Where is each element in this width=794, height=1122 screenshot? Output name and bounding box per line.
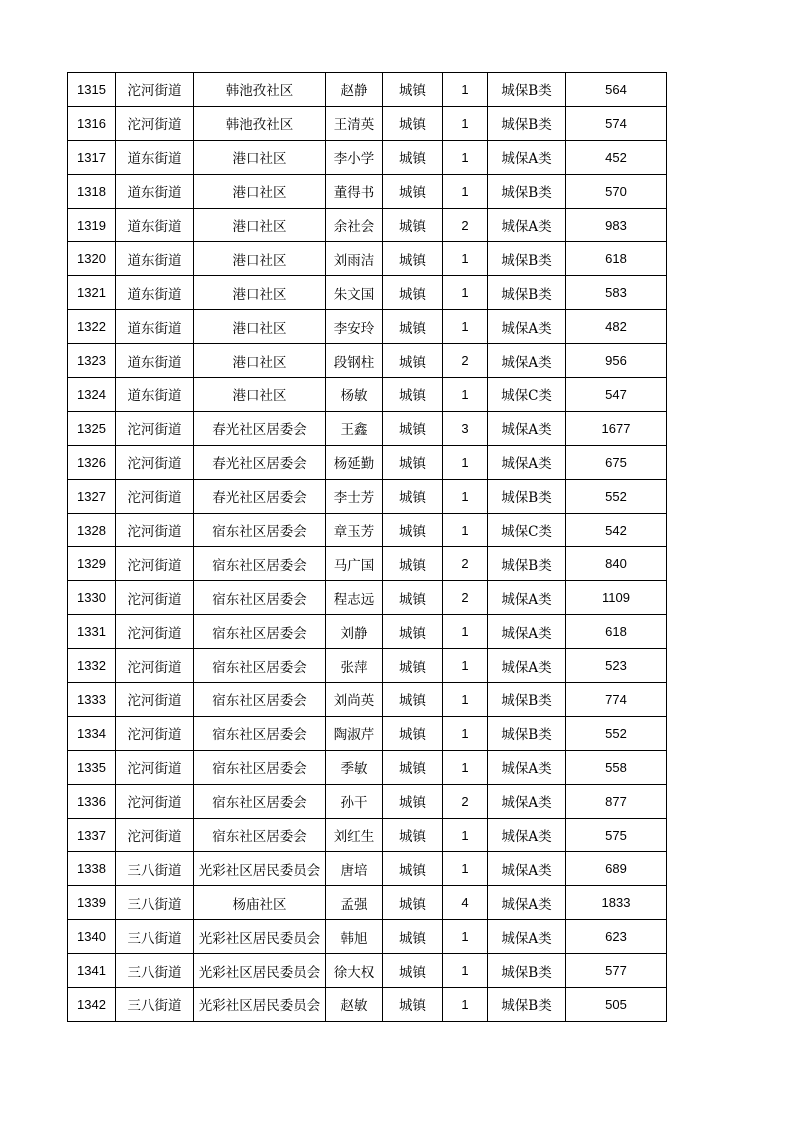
row-number-cell: 1325 — [68, 411, 116, 445]
table-row — [68, 445, 667, 479]
street-cell: 三八街道 — [116, 886, 194, 920]
area-type-cell: 城镇 — [383, 716, 443, 750]
household-size-cell: 1 — [443, 276, 488, 310]
area-type-cell: 城镇 — [383, 615, 443, 649]
community-cell: 港口社区 — [194, 140, 326, 174]
community-cell: 宿东社区居委会 — [194, 513, 326, 547]
table-row — [68, 649, 667, 683]
name-cell: 赵敏 — [326, 988, 383, 1022]
household-size-cell: 1 — [443, 140, 488, 174]
table-row — [68, 378, 667, 412]
area-type-cell: 城镇 — [383, 581, 443, 615]
name-cell: 王清英 — [326, 106, 383, 140]
household-size-cell: 4 — [443, 886, 488, 920]
row-number-cell: 1333 — [68, 683, 116, 717]
category-cell: 城保B类 — [488, 106, 566, 140]
household-size-cell: 2 — [443, 581, 488, 615]
area-type-cell: 城镇 — [383, 242, 443, 276]
area-type-cell: 城镇 — [383, 344, 443, 378]
name-cell: 季敏 — [326, 750, 383, 784]
street-cell: 沱河街道 — [116, 479, 194, 513]
row-number-cell: 1334 — [68, 716, 116, 750]
community-cell: 杨庙社区 — [194, 886, 326, 920]
area-type-cell: 城镇 — [383, 445, 443, 479]
table-row — [68, 886, 667, 920]
amount-cell: 482 — [566, 310, 667, 344]
category-cell: 城保A类 — [488, 886, 566, 920]
community-cell: 春光社区居委会 — [194, 479, 326, 513]
amount-cell: 574 — [566, 106, 667, 140]
amount-cell: 505 — [566, 988, 667, 1022]
name-cell: 陶淑芹 — [326, 716, 383, 750]
area-type-cell: 城镇 — [383, 479, 443, 513]
street-cell: 沱河街道 — [116, 750, 194, 784]
table-row — [68, 750, 667, 784]
name-cell: 程志远 — [326, 581, 383, 615]
data-sheet — [67, 72, 667, 1022]
area-type-cell: 城镇 — [383, 310, 443, 344]
category-cell: 城保A类 — [488, 140, 566, 174]
category-cell: 城保B类 — [488, 683, 566, 717]
amount-cell: 1833 — [566, 886, 667, 920]
name-cell: 刘雨洁 — [326, 242, 383, 276]
row-number-cell: 1337 — [68, 818, 116, 852]
name-cell: 孟强 — [326, 886, 383, 920]
street-cell: 沱河街道 — [116, 581, 194, 615]
table-row — [68, 988, 667, 1022]
table-row — [68, 513, 667, 547]
row-number-cell: 1338 — [68, 852, 116, 886]
table-row — [68, 615, 667, 649]
household-size-cell: 3 — [443, 411, 488, 445]
area-type-cell: 城镇 — [383, 73, 443, 107]
area-type-cell: 城镇 — [383, 106, 443, 140]
name-cell: 马广国 — [326, 547, 383, 581]
row-number-cell: 1341 — [68, 954, 116, 988]
household-size-cell: 1 — [443, 988, 488, 1022]
table-row — [68, 208, 667, 242]
community-cell: 光彩社区居民委员会 — [194, 920, 326, 954]
household-size-cell: 1 — [443, 479, 488, 513]
area-type-cell: 城镇 — [383, 988, 443, 1022]
table-row — [68, 310, 667, 344]
category-cell: 城保A类 — [488, 581, 566, 615]
area-type-cell: 城镇 — [383, 852, 443, 886]
street-cell: 沱河街道 — [116, 818, 194, 852]
area-type-cell: 城镇 — [383, 649, 443, 683]
community-cell: 港口社区 — [194, 378, 326, 412]
row-number-cell: 1321 — [68, 276, 116, 310]
row-number-cell: 1328 — [68, 513, 116, 547]
name-cell: 李士芳 — [326, 479, 383, 513]
area-type-cell: 城镇 — [383, 378, 443, 412]
row-number-cell: 1322 — [68, 310, 116, 344]
street-cell: 道东街道 — [116, 208, 194, 242]
community-cell: 港口社区 — [194, 208, 326, 242]
community-cell: 港口社区 — [194, 310, 326, 344]
area-type-cell: 城镇 — [383, 750, 443, 784]
area-type-cell: 城镇 — [383, 683, 443, 717]
household-size-cell: 2 — [443, 784, 488, 818]
amount-cell: 564 — [566, 73, 667, 107]
amount-cell: 583 — [566, 276, 667, 310]
amount-cell: 675 — [566, 445, 667, 479]
amount-cell: 1677 — [566, 411, 667, 445]
row-number-cell: 1315 — [68, 73, 116, 107]
table-row — [68, 411, 667, 445]
amount-cell: 618 — [566, 615, 667, 649]
category-cell: 城保B类 — [488, 547, 566, 581]
area-type-cell: 城镇 — [383, 784, 443, 818]
household-size-cell: 1 — [443, 954, 488, 988]
row-number-cell: 1320 — [68, 242, 116, 276]
amount-cell: 1109 — [566, 581, 667, 615]
community-cell: 宿东社区居委会 — [194, 547, 326, 581]
street-cell: 道东街道 — [116, 310, 194, 344]
name-cell: 李安玲 — [326, 310, 383, 344]
community-cell: 韩池孜社区 — [194, 106, 326, 140]
street-cell: 道东街道 — [116, 242, 194, 276]
category-cell: 城保B类 — [488, 716, 566, 750]
household-size-cell: 1 — [443, 242, 488, 276]
name-cell: 段钢柱 — [326, 344, 383, 378]
amount-cell: 877 — [566, 784, 667, 818]
street-cell: 三八街道 — [116, 852, 194, 886]
name-cell: 赵静 — [326, 73, 383, 107]
name-cell: 张萍 — [326, 649, 383, 683]
household-size-cell: 1 — [443, 73, 488, 107]
table-row — [68, 106, 667, 140]
amount-cell: 547 — [566, 378, 667, 412]
household-size-cell: 1 — [443, 716, 488, 750]
household-size-cell: 1 — [443, 106, 488, 140]
community-cell: 韩池孜社区 — [194, 73, 326, 107]
community-cell: 宿东社区居委会 — [194, 615, 326, 649]
category-cell: 城保A类 — [488, 310, 566, 344]
household-size-cell: 1 — [443, 513, 488, 547]
amount-cell: 623 — [566, 920, 667, 954]
street-cell: 沱河街道 — [116, 73, 194, 107]
household-size-cell: 2 — [443, 344, 488, 378]
row-number-cell: 1318 — [68, 174, 116, 208]
street-cell: 沱河街道 — [116, 513, 194, 547]
street-cell: 道东街道 — [116, 276, 194, 310]
street-cell: 沱河街道 — [116, 649, 194, 683]
name-cell: 刘红生 — [326, 818, 383, 852]
area-type-cell: 城镇 — [383, 886, 443, 920]
amount-cell: 552 — [566, 716, 667, 750]
street-cell: 三八街道 — [116, 954, 194, 988]
category-cell: 城保A类 — [488, 411, 566, 445]
category-cell: 城保A类 — [488, 750, 566, 784]
amount-cell: 558 — [566, 750, 667, 784]
street-cell: 沱河街道 — [116, 615, 194, 649]
amount-cell: 774 — [566, 683, 667, 717]
amount-cell: 840 — [566, 547, 667, 581]
street-cell: 沱河街道 — [116, 547, 194, 581]
community-cell: 港口社区 — [194, 174, 326, 208]
household-size-cell: 1 — [443, 750, 488, 784]
name-cell: 杨敏 — [326, 378, 383, 412]
household-size-cell: 1 — [443, 683, 488, 717]
table-row — [68, 784, 667, 818]
row-number-cell: 1340 — [68, 920, 116, 954]
name-cell: 孙干 — [326, 784, 383, 818]
community-cell: 光彩社区居民委员会 — [194, 988, 326, 1022]
row-number-cell: 1335 — [68, 750, 116, 784]
table-row — [68, 683, 667, 717]
street-cell: 道东街道 — [116, 378, 194, 412]
community-cell: 宿东社区居委会 — [194, 683, 326, 717]
row-number-cell: 1329 — [68, 547, 116, 581]
household-size-cell: 1 — [443, 310, 488, 344]
area-type-cell: 城镇 — [383, 920, 443, 954]
area-type-cell: 城镇 — [383, 276, 443, 310]
community-cell: 春光社区居委会 — [194, 411, 326, 445]
table-row — [68, 479, 667, 513]
amount-cell: 575 — [566, 818, 667, 852]
household-size-cell: 1 — [443, 920, 488, 954]
category-cell: 城保A类 — [488, 784, 566, 818]
name-cell: 董得书 — [326, 174, 383, 208]
category-cell: 城保C类 — [488, 378, 566, 412]
table-row — [68, 242, 667, 276]
row-number-cell: 1330 — [68, 581, 116, 615]
household-size-cell: 2 — [443, 208, 488, 242]
name-cell: 韩旭 — [326, 920, 383, 954]
amount-cell: 983 — [566, 208, 667, 242]
household-size-cell: 2 — [443, 547, 488, 581]
street-cell: 沱河街道 — [116, 716, 194, 750]
street-cell: 沱河街道 — [116, 445, 194, 479]
row-number-cell: 1336 — [68, 784, 116, 818]
household-size-cell: 1 — [443, 852, 488, 886]
row-number-cell: 1316 — [68, 106, 116, 140]
community-cell: 春光社区居委会 — [194, 445, 326, 479]
name-cell: 刘尚英 — [326, 683, 383, 717]
area-type-cell: 城镇 — [383, 954, 443, 988]
area-type-cell: 城镇 — [383, 174, 443, 208]
table-row — [68, 954, 667, 988]
amount-cell: 956 — [566, 344, 667, 378]
name-cell: 徐大权 — [326, 954, 383, 988]
community-cell: 宿东社区居委会 — [194, 750, 326, 784]
name-cell: 朱文国 — [326, 276, 383, 310]
row-number-cell: 1324 — [68, 378, 116, 412]
row-number-cell: 1331 — [68, 615, 116, 649]
amount-cell: 523 — [566, 649, 667, 683]
category-cell: 城保B类 — [488, 242, 566, 276]
amount-cell: 570 — [566, 174, 667, 208]
name-cell: 李小学 — [326, 140, 383, 174]
community-cell: 宿东社区居委会 — [194, 818, 326, 852]
category-cell: 城保A类 — [488, 208, 566, 242]
amount-cell: 577 — [566, 954, 667, 988]
category-cell: 城保A类 — [488, 920, 566, 954]
name-cell: 杨延勤 — [326, 445, 383, 479]
table-row — [68, 547, 667, 581]
records-table — [67, 72, 667, 1022]
household-size-cell: 1 — [443, 649, 488, 683]
community-cell: 光彩社区居民委员会 — [194, 954, 326, 988]
table-row — [68, 344, 667, 378]
table-row — [68, 174, 667, 208]
category-cell: 城保A类 — [488, 445, 566, 479]
community-cell: 港口社区 — [194, 276, 326, 310]
row-number-cell: 1326 — [68, 445, 116, 479]
table-row — [68, 581, 667, 615]
row-number-cell: 1319 — [68, 208, 116, 242]
household-size-cell: 1 — [443, 445, 488, 479]
table-row — [68, 276, 667, 310]
amount-cell: 689 — [566, 852, 667, 886]
category-cell: 城保B类 — [488, 174, 566, 208]
amount-cell: 452 — [566, 140, 667, 174]
category-cell: 城保A类 — [488, 649, 566, 683]
category-cell: 城保C类 — [488, 513, 566, 547]
community-cell: 宿东社区居委会 — [194, 649, 326, 683]
row-number-cell: 1317 — [68, 140, 116, 174]
category-cell: 城保B类 — [488, 73, 566, 107]
street-cell: 三八街道 — [116, 988, 194, 1022]
household-size-cell: 1 — [443, 174, 488, 208]
street-cell: 沱河街道 — [116, 784, 194, 818]
name-cell: 唐培 — [326, 852, 383, 886]
category-cell: 城保B类 — [488, 954, 566, 988]
household-size-cell: 1 — [443, 818, 488, 852]
street-cell: 沱河街道 — [116, 106, 194, 140]
street-cell: 道东街道 — [116, 344, 194, 378]
street-cell: 道东街道 — [116, 140, 194, 174]
community-cell: 宿东社区居委会 — [194, 784, 326, 818]
table-row — [68, 73, 667, 107]
name-cell: 王鑫 — [326, 411, 383, 445]
category-cell: 城保A类 — [488, 615, 566, 649]
area-type-cell: 城镇 — [383, 513, 443, 547]
area-type-cell: 城镇 — [383, 208, 443, 242]
street-cell: 道东街道 — [116, 174, 194, 208]
table-row — [68, 852, 667, 886]
row-number-cell: 1339 — [68, 886, 116, 920]
name-cell: 章玉芳 — [326, 513, 383, 547]
row-number-cell: 1332 — [68, 649, 116, 683]
category-cell: 城保B类 — [488, 479, 566, 513]
row-number-cell: 1323 — [68, 344, 116, 378]
category-cell: 城保B类 — [488, 276, 566, 310]
household-size-cell: 1 — [443, 378, 488, 412]
community-cell: 宿东社区居委会 — [194, 581, 326, 615]
table-row — [68, 920, 667, 954]
name-cell: 刘静 — [326, 615, 383, 649]
row-number-cell: 1342 — [68, 988, 116, 1022]
street-cell: 沱河街道 — [116, 683, 194, 717]
area-type-cell: 城镇 — [383, 818, 443, 852]
street-cell: 三八街道 — [116, 920, 194, 954]
category-cell: 城保A类 — [488, 344, 566, 378]
name-cell: 余社会 — [326, 208, 383, 242]
table-body — [68, 73, 667, 1022]
table-row — [68, 716, 667, 750]
area-type-cell: 城镇 — [383, 140, 443, 174]
table-row — [68, 140, 667, 174]
household-size-cell: 1 — [443, 615, 488, 649]
area-type-cell: 城镇 — [383, 411, 443, 445]
category-cell: 城保B类 — [488, 988, 566, 1022]
area-type-cell: 城镇 — [383, 547, 443, 581]
community-cell: 宿东社区居委会 — [194, 716, 326, 750]
row-number-cell: 1327 — [68, 479, 116, 513]
category-cell: 城保A类 — [488, 852, 566, 886]
community-cell: 光彩社区居民委员会 — [194, 852, 326, 886]
community-cell: 港口社区 — [194, 242, 326, 276]
amount-cell: 542 — [566, 513, 667, 547]
amount-cell: 618 — [566, 242, 667, 276]
table-row — [68, 818, 667, 852]
amount-cell: 552 — [566, 479, 667, 513]
category-cell: 城保A类 — [488, 818, 566, 852]
street-cell: 沱河街道 — [116, 411, 194, 445]
community-cell: 港口社区 — [194, 344, 326, 378]
